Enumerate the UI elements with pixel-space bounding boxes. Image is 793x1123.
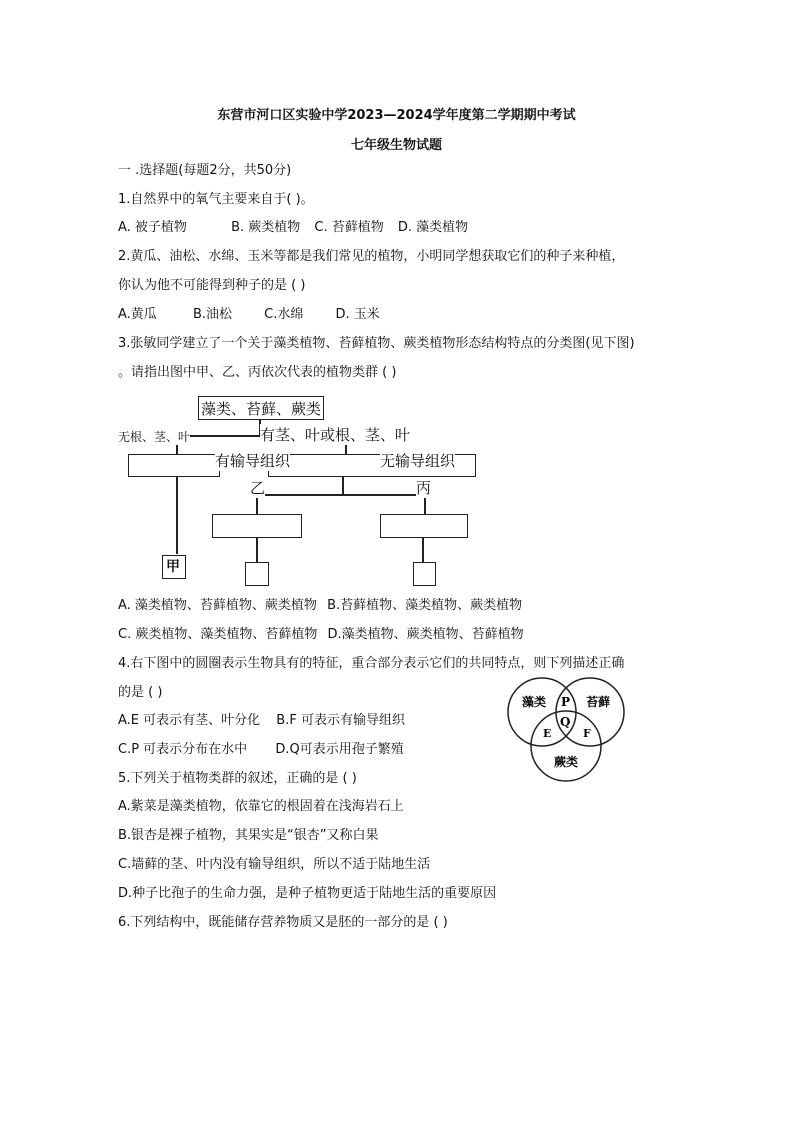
connector	[342, 476, 344, 494]
question-3-options-row1	[118, 597, 522, 615]
connector	[256, 494, 425, 496]
question-2-stem: 2.黄瓜、油松、水绵、玉米等都是我们常见的植物，小明同学想获取它们的种子来种植，	[118, 249, 625, 264]
question-3-stem-cont: 。请指出图中甲、乙、丙依次代表的植物类群 ( )	[118, 365, 397, 380]
right-branch-label: 有茎、叶或根、茎、叶	[260, 426, 411, 444]
connector	[176, 476, 178, 554]
question-5-option-c: C.墙藓的茎、叶内没有输导组织，所以不适于陆地生活	[118, 857, 431, 872]
conducting-no-label: 无输导组织	[380, 452, 456, 470]
mid-right-box	[380, 514, 468, 538]
question-5-option-d: D.种子比孢子的生命力强，是种子植物更适于陆地生活的重要原因	[118, 886, 497, 901]
option-c: C.水绵	[264, 307, 304, 322]
question-5-stem: 5.下列关于植物类群的叙述，正确的是 ( )	[118, 771, 357, 786]
option-b: B.苔藓植物、藻类植物、蕨类植物	[327, 598, 523, 613]
option-b: B.F 可表示有输导组织	[276, 713, 405, 728]
question-1-stem: 1.自然界中的氧气主要来自于( )。	[118, 192, 314, 207]
question-4-stem: 4.右下图中的圆圈表示生物具有的特征，重合部分表示它们的共同特点，则下列描述正确	[118, 656, 625, 671]
question-2-stem-cont: 你认为他不可能得到种子的是 ( )	[118, 278, 306, 293]
venn-label-fern: 蕨类	[554, 755, 579, 769]
connector	[256, 537, 258, 562]
yi-box	[245, 562, 269, 586]
venn-diagram	[496, 676, 636, 786]
question-4-options-row2	[118, 741, 404, 759]
section-heading: 一 .选择题(每题2分，共50分)	[118, 163, 292, 178]
option-a: A.E 可表示有茎、叶分化	[118, 713, 261, 728]
exam-subtitle: 七年级生物试题	[350, 138, 442, 153]
conducting-yes-label: 有输导组织	[215, 452, 291, 470]
question-1-options	[118, 219, 468, 237]
label-bing: 丙	[416, 479, 432, 497]
option-c: C. 苔藓植物	[314, 220, 384, 235]
venn-region-q: Q	[560, 715, 571, 729]
question-4-stem-cont: 的是 ( )	[118, 685, 163, 700]
question-3-stem: 3.张敏同学建立了一个关于藻类植物、苔藓植物、蕨类植物形态结构特点的分类图(见下图)	[118, 336, 635, 351]
question-4-options-row1	[118, 712, 405, 730]
venn-label-moss: 苔藓	[586, 695, 611, 709]
left-branch-label: 无根、茎、叶	[118, 430, 191, 444]
mid-left-box	[212, 514, 302, 538]
option-d: D.藻类植物、蕨类植物、苔藓植物	[327, 627, 524, 642]
question-5-option-a: A.紫菜是藻类植物，依靠它的根固着在浅海岩石上	[118, 799, 404, 814]
option-c: C.P 可表示分布在水中	[118, 742, 248, 757]
exam-title: 东营市河口区实验中学2023—2024学年度第二学期期中考试	[217, 108, 576, 123]
venn-region-f: F	[583, 727, 591, 740]
question-2-options	[118, 306, 380, 324]
label-yi: 乙	[250, 479, 266, 497]
option-a: A.黄瓜	[118, 307, 157, 322]
option-d: D. 藻类植物	[397, 220, 469, 235]
connector	[422, 537, 424, 562]
bing-box	[413, 562, 436, 586]
venn-label-algae: 藻类	[522, 695, 547, 709]
label-jia: 甲	[166, 559, 180, 575]
venn-region-p: P	[561, 695, 571, 709]
option-d: D. 玉米	[335, 307, 380, 322]
option-a: A. 藻类植物、苔藓植物、蕨类植物	[118, 598, 317, 613]
venn-region-e: E	[543, 727, 552, 740]
root-label: 藻类、苔藓、蕨类	[201, 400, 322, 418]
question-3-options-row2	[118, 626, 524, 644]
question-6-stem: 6.下列结构中，既能储存营养物质又是胚的一部分的是 ( )	[118, 915, 448, 930]
option-b: B. 蕨类植物	[231, 220, 301, 235]
question-5-option-b: B.银杏是裸子植物，其果实是“银杏”又称白果	[118, 828, 379, 843]
left-box	[128, 454, 220, 477]
option-a: A. 被子植物	[118, 220, 187, 235]
option-d: D.Q可表示用孢子繁殖	[275, 742, 404, 757]
option-b: B.油松	[192, 307, 233, 322]
option-c: C. 蕨类植物、藻类植物、苔藓植物	[118, 627, 318, 642]
